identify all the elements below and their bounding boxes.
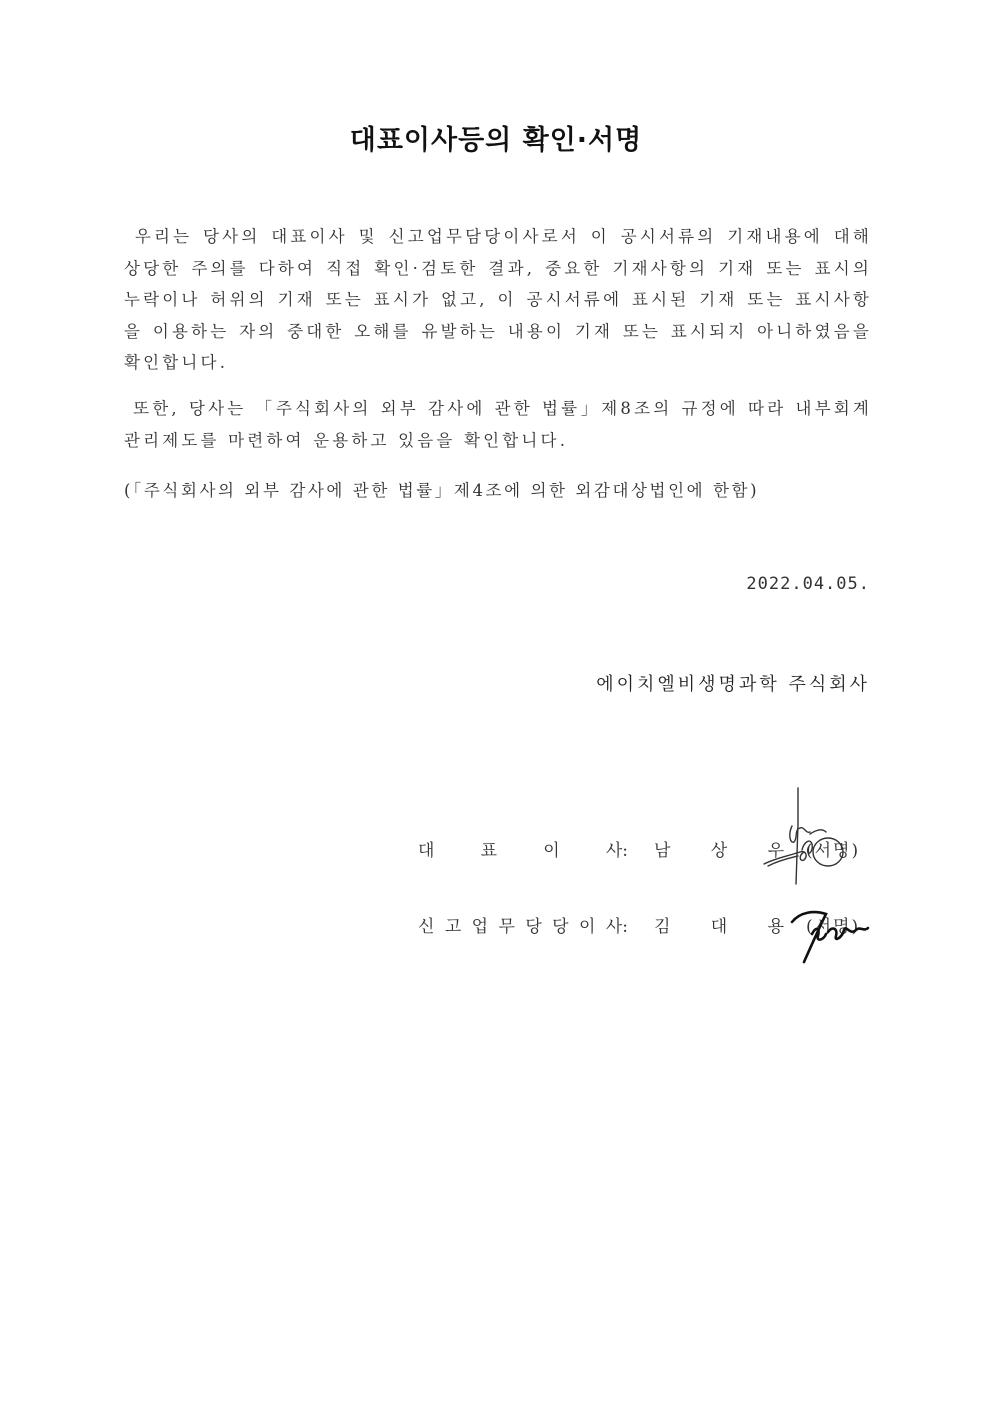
document-date: 2022.04.05. [746,574,870,594]
role-char: 이 [578,917,596,937]
signatory-name [654,836,784,861]
role-char: 이 [543,841,560,861]
role-char: 표 [480,841,498,861]
company-name: 에이치엘비생명과학 주식회사 [596,674,870,695]
name-char: 남 [654,841,671,861]
internal-control-paragraph [124,393,872,456]
confirmation-paragraph [124,221,872,379]
seal-label: (서명) [806,841,861,861]
role-char: 대 [418,841,435,861]
role-char: 무 [498,917,515,937]
role-char: 고 [444,917,462,937]
signatory-role [418,836,628,861]
role-char: 업 [471,917,489,937]
name-char: 김 [654,917,671,937]
signatory-role [418,912,628,937]
applicability-note: (「주식회사의 외부 감사에 관한 법률」제4조에 의한 외감대상법인에 한함) [124,481,760,500]
seal-label: (서명) [806,917,861,937]
role-char: 사: [605,917,628,937]
name-char: 우 [767,841,784,861]
confirmation-text: 우리는 당사의 대표이사 및 신고업무담당이사로서 이 공시서류의 기재내용에 대해 상당한 주의를 다하여 직접 확인·검토한 결과, 중요한 기재사항의 기재 또는 표시의 누락이나 허위의 기재 또는 표시가 없고, 이 공시서류에 표시된 기재 또는 표시사항을 이용하는 자의 중대한 오해를 유발하는 내용이 기재 또는 표시되지 아니하였음을 확인합니다. [124,227,872,372]
name-char: 용 [767,917,784,937]
role-char: 당 [552,917,569,937]
role-char: 사: [605,841,628,861]
role-char: 신 [418,917,435,937]
internal-control-text: 또한, 당사는 「주식회사의 외부 감사에 관한 법률」제8조의 규정에 따라 내부회계관리제도를 마련하여 운용하고 있음을 확인합니다. [124,399,872,450]
name-char: 대 [710,917,728,937]
name-char: 상 [710,841,728,861]
document-title: 대표이사등의 확인·서명 [349,125,643,156]
role-char: 당 [525,917,542,937]
signatory-name [654,912,784,937]
